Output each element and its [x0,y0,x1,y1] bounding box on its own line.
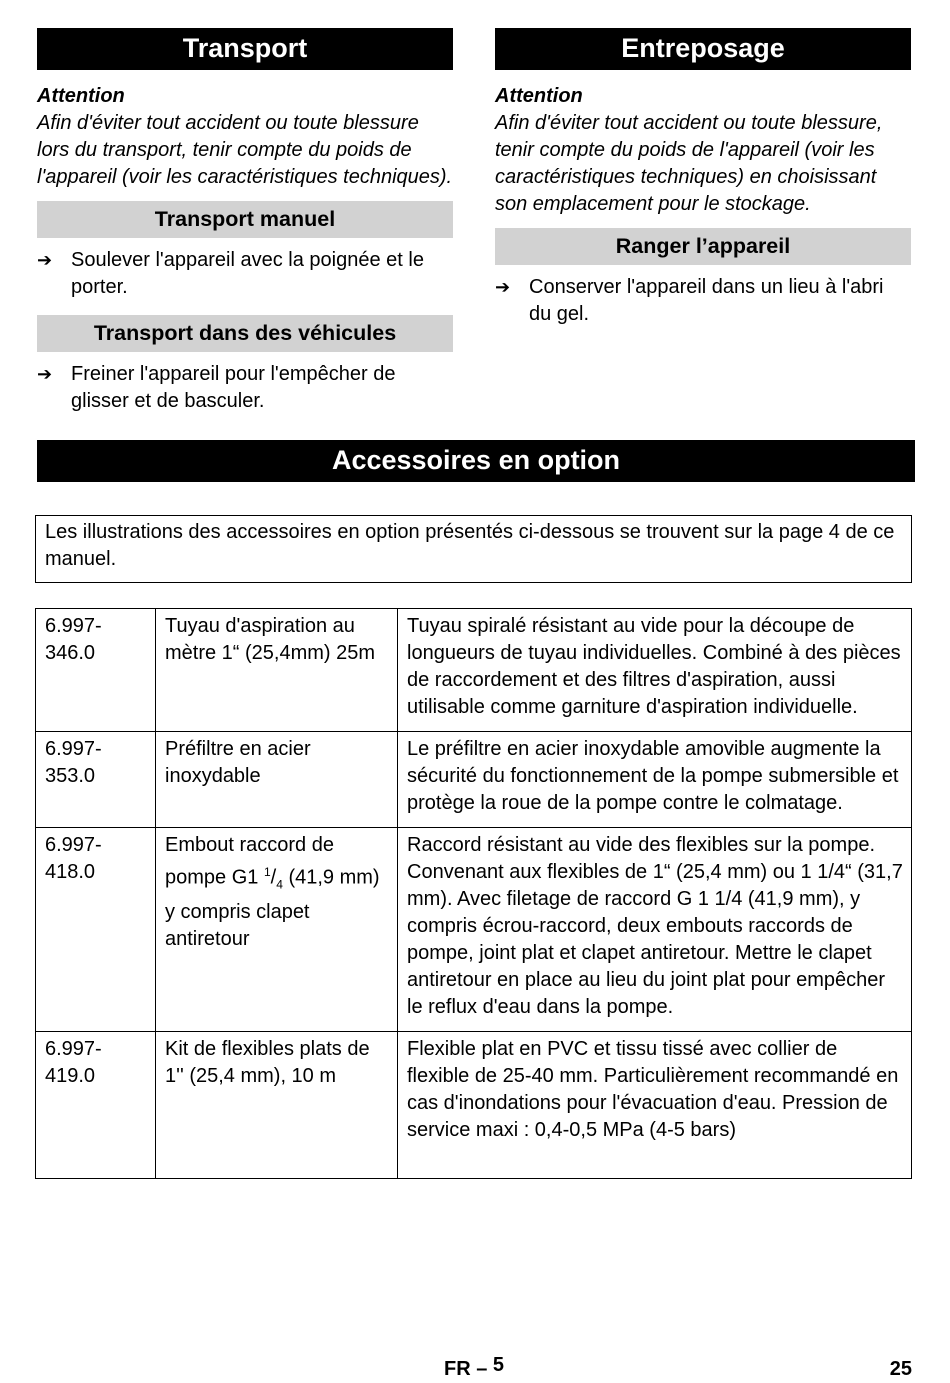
step-text: Soulever l'appareil avec la poignée et le porter. [71,249,424,298]
step-item [495,274,911,328]
part-number: 6.997-419.0 [36,1032,156,1179]
part-name: Tuyau d'aspiration au mètre 1“ (25,4mm) 25m [156,609,398,732]
part-description: Tuyau spiralé résistant au vide pour la découpe de longueurs de tuyau individuelles. Combiné à des pièces de raccordement et des filtres d'aspiration, aussi utilisable comme garniture d'aspiration individuelle. [398,609,912,732]
part-description: Flexible plat en PVC et tissu tissé avec collier de flexible de 25-40 mm. Particulièrement recommandé en cas d'inondations pour l'évacuation d'eau. Pression de service maxi : 0,4-0,5 MPa (4-5 bars) [398,1032,912,1179]
fraction-numerator: 1 [263,865,271,879]
transport-heading: Transport [37,28,453,70]
part-name: Kit de flexibles plats de 1'' (25,4 mm), 10 m [156,1032,398,1179]
transport-vehicules-heading: Transport dans des véhicules [37,315,453,352]
transport-column [37,28,453,415]
section-page: 5 [492,1354,505,1376]
table-row [36,1032,912,1179]
part-name-text: Embout raccord de pompe G1 [165,834,334,889]
part-name-text: (41,9 mm) y compris clapet antiretour [165,866,380,950]
arrow-right-icon: ➔ [495,277,511,297]
entreposage-heading: Entreposage [495,28,911,70]
part-number: 6.997-346.0 [36,609,156,732]
table-row [36,828,912,1032]
arrow-right-icon: ➔ [37,250,53,270]
table-row [36,732,912,828]
step-item [37,247,453,301]
part-description: Raccord résistant au vide des flexibles sur la pompe. Convenant aux flexibles de 1“ (25,4 mm) ou 1 1/4“ (31,7 mm). Avec filetage de raccord G 1 1/4 (41,9 mm), y compris écrou-raccord, deux embouts raccords de pompe, joint plat et clapet antiretour. Mettre le clapet antiretour en place au lieu du joint plat pour empêcher le reflux d'eau dans la pompe. [398,828,912,1032]
attention-text: Afin d'éviter tout accident ou toute blessure, tenir compte du poids de l'appareil (voir les caractéristiques techniques) en choisissant son emplacement pour le stockage. [495,112,883,215]
step-text: Conserver l'appareil dans un lieu à l'abri du gel. [529,276,884,325]
accessoires-heading: Accessoires en option [37,440,915,482]
language-code: FR [444,1358,471,1380]
attention-label: Attention [37,85,125,107]
table-row [36,609,912,732]
attention-label: Attention [495,85,583,107]
step-item [37,361,453,415]
part-name: Embout raccord de pompe G1 $^1/_4$ (41,9 mm) y compris clapet antiretour [156,828,398,1032]
footer-dash: – [476,1358,488,1380]
part-description: Le préfiltre en acier inoxydable amovible augmente la sécurité du fonctionnement de la pompe submersible et protège la roue de la pompe contre le colmatage. [398,732,912,828]
transport-manuel-heading: Transport manuel [37,201,453,238]
part-number: 6.997-418.0 [36,828,156,1032]
fraction-denominator: 4 [276,877,283,892]
page-footer [444,1356,504,1382]
attention-text: Afin d'éviter tout accident ou toute blessure lors du transport, tenir compte du poids de l'appareil (voir les caractéristiques techniques). [37,112,453,188]
ranger-appareil-heading: Ranger l’appareil [495,228,911,265]
part-name: Préfiltre en acier inoxydable [156,732,398,828]
entreposage-column [495,28,911,328]
page-number: 25 [889,1358,912,1380]
accessoires-intro: Les illustrations des accessoires en option présentés ci-dessous se trouvent sur la page 4 de ce manuel. [35,515,912,583]
step-text: Freiner l'appareil pour l'empêcher de glisser et de basculer. [71,363,396,412]
arrow-right-icon: ➔ [37,364,53,384]
part-number: 6.997-353.0 [36,732,156,828]
accessories-table [35,608,912,1179]
